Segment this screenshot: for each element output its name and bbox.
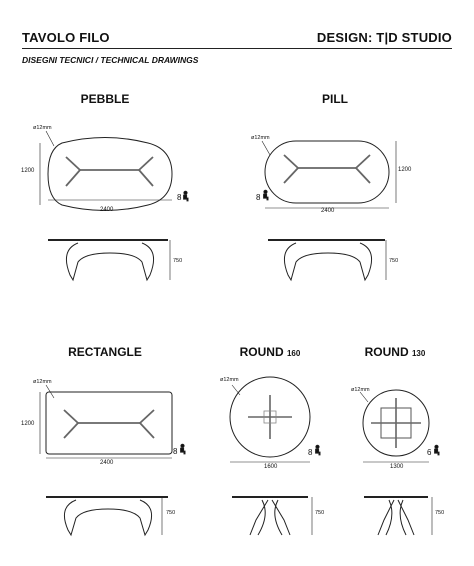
round160-title: ROUND 160 xyxy=(239,345,301,359)
pill-depth: 1200 xyxy=(398,167,412,173)
round130-title: ROUND 130 xyxy=(364,345,426,359)
pill-height: 750 xyxy=(389,258,399,264)
person-seat-icon xyxy=(264,190,269,200)
person-seat-icon xyxy=(435,445,440,455)
round130-side-view xyxy=(364,497,432,535)
person-seat-icon xyxy=(181,444,186,454)
pebble-height: 750 xyxy=(173,258,183,264)
round160-height: 750 xyxy=(315,510,325,516)
pebble-seats: 8 xyxy=(177,193,182,202)
pebble-top-view xyxy=(40,131,172,211)
pill-title: PILL xyxy=(322,92,348,106)
designer-credit: DESIGN: T|D STUDIO xyxy=(316,30,452,45)
rectangle-width: 2400 xyxy=(100,460,114,466)
pill-side-view xyxy=(268,240,386,280)
document-title: TAVOLO FILO xyxy=(22,30,110,45)
pill-glass-label: ø12mm xyxy=(251,135,270,141)
rectangle-side-view xyxy=(46,497,168,535)
round130-seats: 6 xyxy=(427,448,432,457)
rectangle-glass-label: ø12mm xyxy=(33,379,52,385)
round160-width: 1600 xyxy=(264,464,278,470)
pill-width: 2400 xyxy=(321,208,335,214)
pebble-title: PEBBLE xyxy=(80,92,130,106)
round160-side-view xyxy=(232,497,312,535)
pebble-glass-label: ø12mm xyxy=(33,125,52,131)
person-seat-icon xyxy=(316,445,321,455)
round130-width: 1300 xyxy=(390,464,404,470)
rectangle-seats: 8 xyxy=(173,447,178,456)
rectangle-height: 750 xyxy=(166,510,176,516)
person-seat-icon xyxy=(184,191,189,201)
pill-seats: 8 xyxy=(256,193,261,202)
rectangle-depth: 1200 xyxy=(21,421,35,427)
rectangle-title: RECTANGLE xyxy=(68,345,142,359)
round160-glass-label: ø12mm xyxy=(220,377,239,383)
pebble-depth: 1200 xyxy=(21,168,35,174)
pill-top-view xyxy=(262,141,396,208)
round130-top-view xyxy=(360,390,429,462)
round130-glass-label: ø12mm xyxy=(351,387,370,393)
pebble-side-view xyxy=(48,240,170,280)
round130-height: 750 xyxy=(435,510,445,516)
rectangle-top-view xyxy=(40,385,172,458)
round160-seats: 8 xyxy=(308,448,313,457)
pebble-width: 2400 xyxy=(100,207,114,213)
round160-top-view xyxy=(230,377,310,462)
document-subtitle: DISEGNI TECNICI / TECHNICAL DRAWINGS xyxy=(22,55,199,65)
